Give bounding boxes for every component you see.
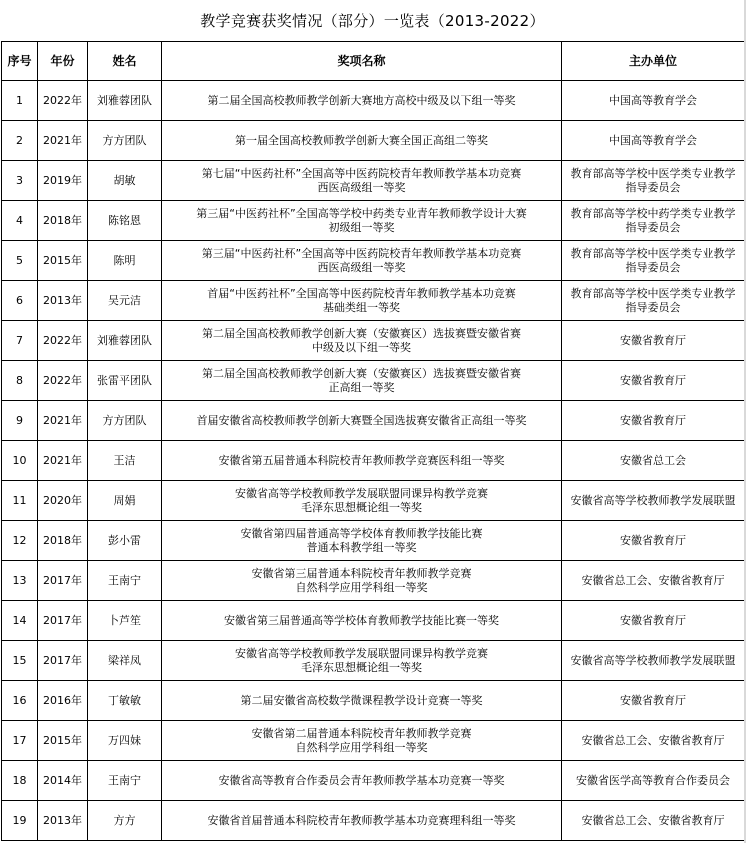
cell-org[interactable]: 安徽省总工会 <box>562 441 745 481</box>
cell-name[interactable]: 方方团队 <box>88 121 162 161</box>
cell-name[interactable]: 吴元洁 <box>88 281 162 321</box>
table-row <box>2 121 745 161</box>
cell-year[interactable]: 2013年 <box>38 801 88 841</box>
cell-year[interactable]: 2019年 <box>38 161 88 201</box>
header-year[interactable]: 年份 <box>38 42 88 81</box>
cell-org[interactable]: 教育部高等学校中医学类专业教学 指导委员会 <box>562 241 745 281</box>
header-row <box>2 42 745 81</box>
table-body <box>2 81 745 841</box>
cell-org[interactable]: 中国高等教育学会 <box>562 81 745 121</box>
cell-org[interactable]: 安徽省总工会、安徽省教育厅 <box>562 561 745 601</box>
table-row <box>2 201 745 241</box>
cell-no[interactable]: 17 <box>2 721 38 761</box>
cell-award[interactable]: 安徽省高等教育合作委员会青年教师教学基本功竞赛一等奖 <box>162 761 562 801</box>
table-row <box>2 801 745 841</box>
cell-award[interactable]: 第一届全国高校教师教学创新大赛全国正高组二等奖 <box>162 121 562 161</box>
cell-award[interactable]: 安徽省第五届普通本科院校青年教师教学竞赛医科组一等奖 <box>162 441 562 481</box>
table-title: 教学竞赛获奖情况（部分）一览表（2013-2022） <box>1 1 744 42</box>
cell-org[interactable]: 教育部高等学校中医学类专业教学 指导委员会 <box>562 281 745 321</box>
cell-name[interactable]: 彭小雷 <box>88 521 162 561</box>
cell-org[interactable]: 中国高等教育学会 <box>562 121 745 161</box>
table-row <box>2 481 745 521</box>
cell-award[interactable]: 安徽省首届普通本科院校青年教师教学基本功竞赛理科组一等奖 <box>162 801 562 841</box>
table-row <box>2 241 745 281</box>
cell-no[interactable]: 6 <box>2 281 38 321</box>
cell-no[interactable]: 19 <box>2 801 38 841</box>
cell-award[interactable]: 第三届“中医药社杯”全国高等学校中药类专业青年教师教学设计大赛 初级组一等奖 <box>162 201 562 241</box>
cell-award[interactable]: 第七届“中医药社杯”全国高等中医药院校青年教师教学基本功竞赛 西医高级组一等奖 <box>162 161 562 201</box>
cell-award[interactable]: 第三届“中医药社杯”全国高等中医药院校青年教师教学基本功竞赛 西医高级组一等奖 <box>162 241 562 281</box>
cell-year[interactable]: 2021年 <box>38 121 88 161</box>
cell-name[interactable]: 张雷平团队 <box>88 361 162 401</box>
cell-name[interactable]: 卜芦笙 <box>88 601 162 641</box>
table-row <box>2 641 745 681</box>
cell-org[interactable]: 安徽省总工会、安徽省教育厅 <box>562 721 745 761</box>
cell-no[interactable]: 1 <box>2 81 38 121</box>
cell-year[interactable]: 2022年 <box>38 321 88 361</box>
cell-award[interactable]: 安徽省第三届普通高等学校体育教师教学技能比赛一等奖 <box>162 601 562 641</box>
cell-no[interactable]: 13 <box>2 561 38 601</box>
cell-no[interactable]: 12 <box>2 521 38 561</box>
cell-org[interactable]: 安徽省医学高等教育合作委员会 <box>562 761 745 801</box>
cell-name[interactable]: 丁敏敏 <box>88 681 162 721</box>
cell-name[interactable]: 刘雅蓉团队 <box>88 321 162 361</box>
header-name[interactable]: 姓名 <box>88 42 162 81</box>
cell-org[interactable]: 安徽省教育厅 <box>562 521 745 561</box>
table-row <box>2 441 745 481</box>
cell-year[interactable]: 2018年 <box>38 201 88 241</box>
table-row <box>2 321 745 361</box>
cell-org[interactable]: 安徽省教育厅 <box>562 361 745 401</box>
table-row <box>2 681 745 721</box>
cell-no[interactable]: 14 <box>2 601 38 641</box>
header-org[interactable]: 主办单位 <box>562 42 745 81</box>
cell-award[interactable]: 首届“中医药社杯”全国高等中医药院校青年教师教学基本功竞赛 基础类组一等奖 <box>162 281 562 321</box>
cell-award[interactable]: 安徽省第四届普通高等学校体育教师教学技能比赛 普通本科教学组一等奖 <box>162 521 562 561</box>
cell-year[interactable]: 2020年 <box>38 481 88 521</box>
cell-no[interactable]: 5 <box>2 241 38 281</box>
cell-year[interactable]: 2015年 <box>38 721 88 761</box>
cell-no[interactable]: 3 <box>2 161 38 201</box>
cell-org[interactable]: 安徽省教育厅 <box>562 601 745 641</box>
header-award[interactable]: 奖项名称 <box>162 42 562 81</box>
header-no[interactable]: 序号 <box>2 42 38 81</box>
cell-year[interactable]: 2022年 <box>38 81 88 121</box>
cell-year[interactable]: 2013年 <box>38 281 88 321</box>
cell-year[interactable]: 2016年 <box>38 681 88 721</box>
cell-year[interactable]: 2017年 <box>38 561 88 601</box>
cell-year[interactable]: 2017年 <box>38 601 88 641</box>
cell-no[interactable]: 8 <box>2 361 38 401</box>
cell-name[interactable]: 胡敏 <box>88 161 162 201</box>
cell-year[interactable]: 2021年 <box>38 401 88 441</box>
table-row <box>2 401 745 441</box>
cell-org[interactable]: 安徽省教育厅 <box>562 321 745 361</box>
cell-award[interactable]: 第二届全国高校教师教学创新大赛（安徽赛区）选拔赛暨安徽省赛 中级及以下组一等奖 <box>162 321 562 361</box>
cell-award[interactable]: 安徽省高等学校教师教学发展联盟同课异构教学竞赛 毛泽东思想概论组一等奖 <box>162 641 562 681</box>
cell-no[interactable]: 11 <box>2 481 38 521</box>
cell-award[interactable]: 第二届全国高校教师教学创新大赛地方高校中级及以下组一等奖 <box>162 81 562 121</box>
cell-no[interactable]: 10 <box>2 441 38 481</box>
table-row <box>2 161 745 201</box>
cell-no[interactable]: 18 <box>2 761 38 801</box>
table-row <box>2 361 745 401</box>
cell-year[interactable]: 2014年 <box>38 761 88 801</box>
table-row <box>2 81 745 121</box>
cell-year[interactable]: 2021年 <box>38 441 88 481</box>
cell-name[interactable]: 陈铭恩 <box>88 201 162 241</box>
cell-award[interactable]: 第二届全国高校教师教学创新大赛（安徽赛区）选拔赛暨安徽省赛 正高组一等奖 <box>162 361 562 401</box>
cell-org[interactable]: 教育部高等学校中药学类专业教学 指导委员会 <box>562 201 745 241</box>
table-row <box>2 601 745 641</box>
cell-name[interactable]: 方方团队 <box>88 401 162 441</box>
cell-no[interactable]: 4 <box>2 201 38 241</box>
cell-org[interactable]: 安徽省高等学校教师教学发展联盟 <box>562 481 745 521</box>
cell-name[interactable]: 刘雅蓉团队 <box>88 81 162 121</box>
cell-award[interactable]: 安徽省第三届普通本科院校青年教师教学竞赛 自然科学应用学科组一等奖 <box>162 561 562 601</box>
cell-year[interactable]: 2022年 <box>38 361 88 401</box>
table-row <box>2 521 745 561</box>
awards-table <box>1 41 745 841</box>
cell-award[interactable]: 第二届安徽省高校数学微课程教学设计竞赛一等奖 <box>162 681 562 721</box>
cell-award[interactable]: 首届安徽省高校教师教学创新大赛暨全国选拔赛安徽省正高组一等奖 <box>162 401 562 441</box>
cell-no[interactable]: 2 <box>2 121 38 161</box>
cell-name[interactable]: 陈明 <box>88 241 162 281</box>
cell-name[interactable]: 王洁 <box>88 441 162 481</box>
cell-year[interactable]: 2018年 <box>38 521 88 561</box>
cell-award[interactable]: 安徽省高等学校教师教学发展联盟同课异构教学竞赛 毛泽东思想概论组一等奖 <box>162 481 562 521</box>
cell-org[interactable]: 安徽省教育厅 <box>562 681 745 721</box>
table-row <box>2 761 745 801</box>
cell-year[interactable]: 2015年 <box>38 241 88 281</box>
cell-name[interactable]: 王南宁 <box>88 761 162 801</box>
cell-no[interactable]: 15 <box>2 641 38 681</box>
table-row <box>2 281 745 321</box>
cell-name[interactable]: 梁祥凤 <box>88 641 162 681</box>
cell-org[interactable]: 安徽省教育厅 <box>562 401 745 441</box>
table-row <box>2 721 745 761</box>
cell-name[interactable]: 王南宁 <box>88 561 162 601</box>
cell-org[interactable]: 安徽省总工会、安徽省教育厅 <box>562 801 745 841</box>
cell-name[interactable]: 周娟 <box>88 481 162 521</box>
cell-org[interactable]: 教育部高等学校中医学类专业教学 指导委员会 <box>562 161 745 201</box>
table-row <box>2 561 745 601</box>
cell-award[interactable]: 安徽省第二届普通本科院校青年教师教学竞赛 自然科学应用学科组一等奖 <box>162 721 562 761</box>
cell-org[interactable]: 安徽省高等学校教师教学发展联盟 <box>562 641 745 681</box>
cell-no[interactable]: 9 <box>2 401 38 441</box>
cell-name[interactable]: 万四妹 <box>88 721 162 761</box>
cell-no[interactable]: 7 <box>2 321 38 361</box>
cell-year[interactable]: 2017年 <box>38 641 88 681</box>
cell-no[interactable]: 16 <box>2 681 38 721</box>
cell-name[interactable]: 方方 <box>88 801 162 841</box>
